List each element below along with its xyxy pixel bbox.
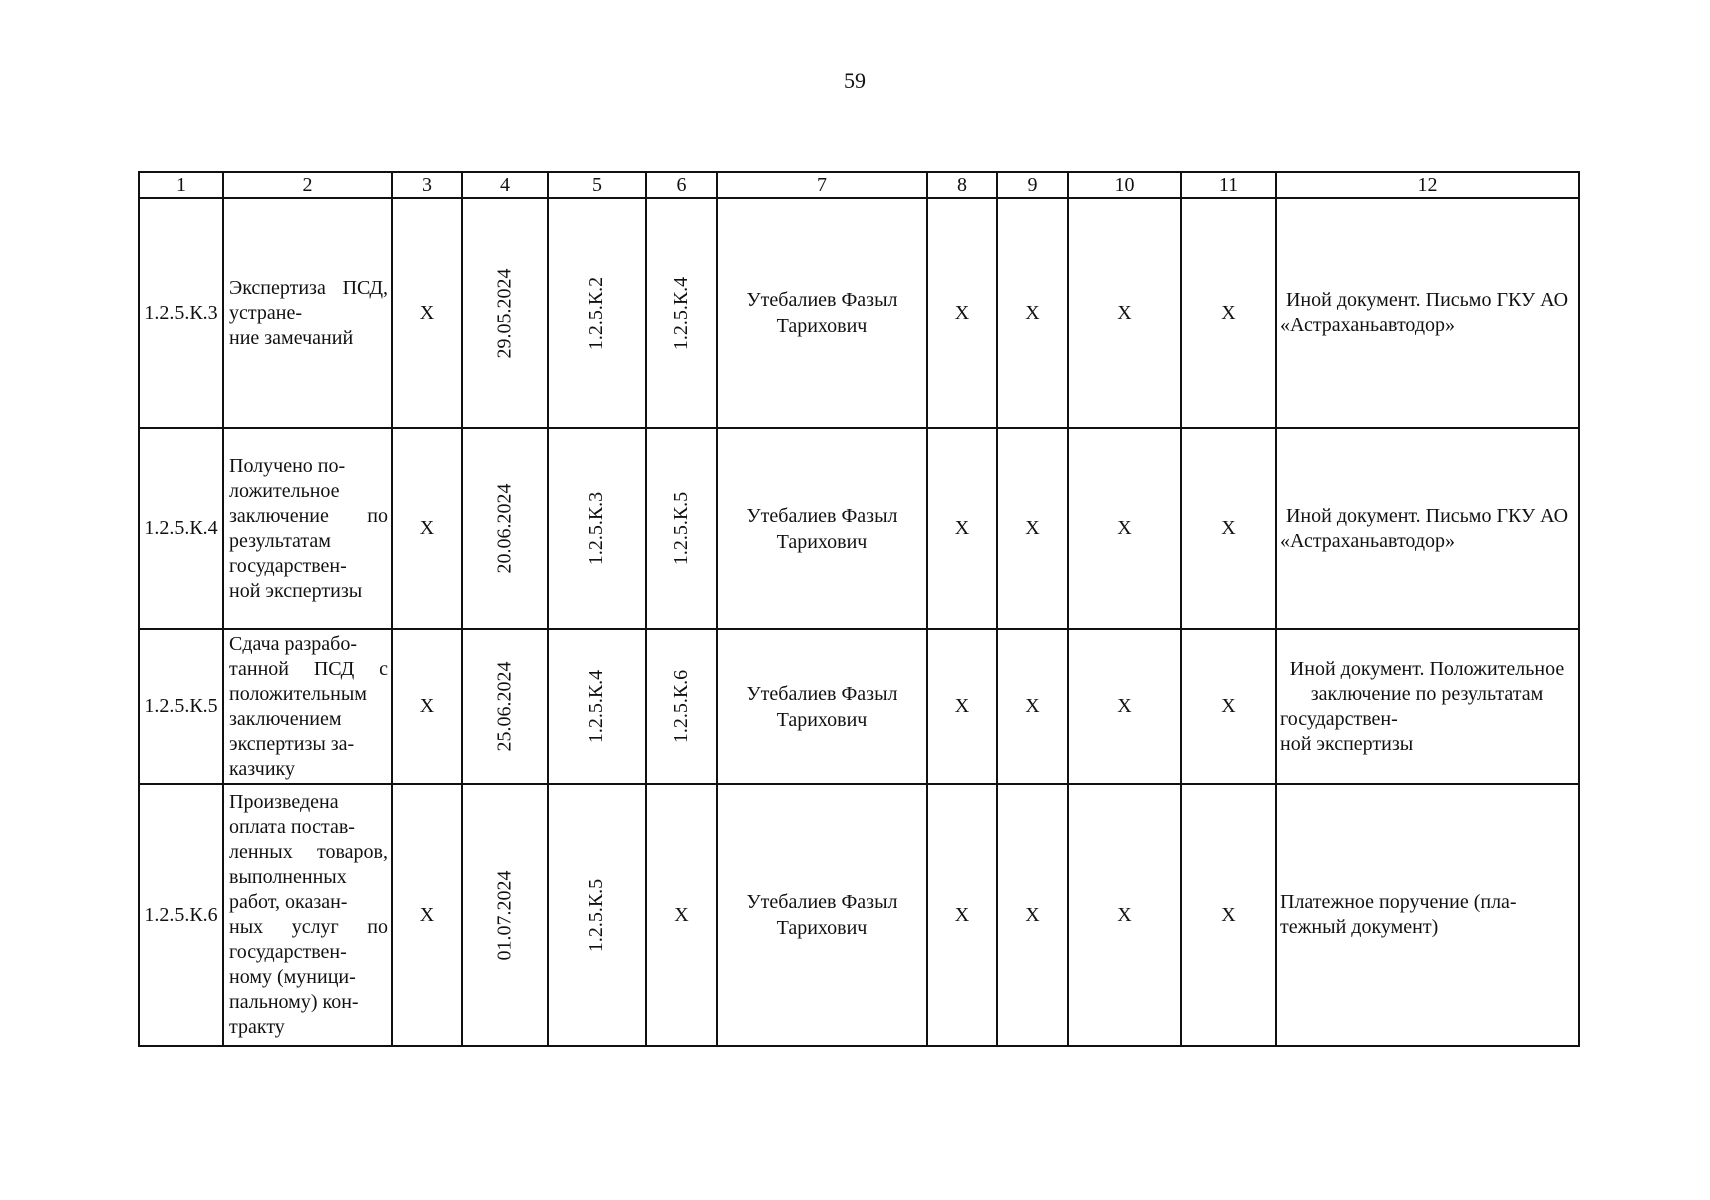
row-date: 25.06.2024 xyxy=(493,661,516,752)
row-date: 01.07.2024 xyxy=(493,870,516,960)
column-3-mark: Х xyxy=(392,198,462,428)
column-3-mark: Х xyxy=(392,428,462,629)
next-code-cell xyxy=(646,629,717,784)
previous-event-code: 1.2.5.К.2 xyxy=(585,276,608,350)
row-description: Сдача разрабо- танной ПСД с положительным заключением экспертизы за- казчику xyxy=(223,629,392,784)
column-header: 8 xyxy=(927,172,997,198)
page-number: 59 xyxy=(844,68,866,93)
responsible-person: Утебалиев Фазыл Тарихович xyxy=(717,428,927,629)
column-3-mark: Х xyxy=(392,629,462,784)
next-event-code: 1.2.5.К.4 xyxy=(670,276,692,350)
column-header: 2 xyxy=(223,172,392,198)
row-code: 1.2.5.К.6 xyxy=(139,784,223,1046)
next-event-code: 1.2.5.К.5 xyxy=(670,491,692,566)
next-code-cell: Х xyxy=(646,784,717,1046)
control-points-table xyxy=(138,171,1580,1047)
date-cell xyxy=(462,629,548,784)
column-10-mark: Х xyxy=(1068,428,1181,629)
column-header: 11 xyxy=(1181,172,1276,198)
column-header: 4 xyxy=(462,172,548,198)
prev-code-cell xyxy=(548,198,646,428)
prev-code-cell xyxy=(548,629,646,784)
confirming-document: Иной документ. Письмо ГКУ АО «Астраханьавтодор» xyxy=(1276,198,1579,428)
date-cell xyxy=(462,784,548,1046)
header-row xyxy=(139,172,1579,198)
confirming-document: Иной документ. Письмо ГКУ АО «Астраханьавтодор» xyxy=(1276,428,1579,629)
date-cell xyxy=(462,428,548,629)
column-header: 12 xyxy=(1276,172,1579,198)
column-8-mark: Х xyxy=(927,428,997,629)
column-3-mark: Х xyxy=(392,784,462,1046)
table-row xyxy=(139,198,1579,428)
previous-event-code: 1.2.5.К.4 xyxy=(585,669,608,744)
column-header: 9 xyxy=(997,172,1068,198)
column-header: 10 xyxy=(1068,172,1181,198)
column-11-mark: Х xyxy=(1181,198,1276,428)
column-8-mark: Х xyxy=(927,629,997,784)
next-code-cell xyxy=(646,428,717,629)
date-cell xyxy=(462,198,548,428)
responsible-person: Утебалиев Фазыл Тарихович xyxy=(717,784,927,1046)
column-11-mark: Х xyxy=(1181,629,1276,784)
next-code-cell xyxy=(646,198,717,428)
column-header: 3 xyxy=(392,172,462,198)
table-row xyxy=(139,629,1579,784)
column-11-mark: Х xyxy=(1181,428,1276,629)
column-9-mark: Х xyxy=(997,629,1068,784)
row-code: 1.2.5.К.3 xyxy=(139,198,223,428)
column-9-mark: Х xyxy=(997,428,1068,629)
column-8-mark: Х xyxy=(927,784,997,1046)
column-header: 5 xyxy=(548,172,646,198)
column-9-mark: Х xyxy=(997,784,1068,1046)
column-11-mark: Х xyxy=(1181,784,1276,1046)
row-code: 1.2.5.К.5 xyxy=(139,629,223,784)
previous-event-code: 1.2.5.К.5 xyxy=(585,878,608,952)
row-date: 20.06.2024 xyxy=(493,483,516,574)
column-10-mark: Х xyxy=(1068,198,1181,428)
row-description: Получено по- ложительное заключение по результатам государствен- ной экспертизы xyxy=(223,428,392,629)
column-header: 7 xyxy=(717,172,927,198)
column-header: 6 xyxy=(646,172,717,198)
row-description: Экспертиза ПСД, устране- ние замечаний xyxy=(223,198,392,428)
column-8-mark: Х xyxy=(927,198,997,428)
prev-code-cell xyxy=(548,428,646,629)
prev-code-cell xyxy=(548,784,646,1046)
next-event-code: 1.2.5.К.6 xyxy=(670,669,692,744)
table-row xyxy=(139,784,1579,1046)
confirming-document: Иной документ. Положительное заключение по результатам государствен- ной экспертизы xyxy=(1276,629,1579,784)
column-10-mark: Х xyxy=(1068,784,1181,1046)
row-code: 1.2.5.К.4 xyxy=(139,428,223,629)
row-description: Произведена оплата постав- ленных товаров, выполненных работ, оказан- ных услуг по государствен- ному (муници- пальному) кон- тракту xyxy=(223,784,392,1046)
previous-event-code: 1.2.5.К.3 xyxy=(585,491,608,566)
column-10-mark: Х xyxy=(1068,629,1181,784)
column-9-mark: Х xyxy=(997,198,1068,428)
table-row xyxy=(139,428,1579,629)
responsible-person: Утебалиев Фазыл Тарихович xyxy=(717,198,927,428)
column-header: 1 xyxy=(139,172,223,198)
responsible-person: Утебалиев Фазыл Тарихович xyxy=(717,629,927,784)
confirming-document: Платежное поручение (пла- тежный документ) xyxy=(1276,784,1579,1046)
row-date: 29.05.2024 xyxy=(493,268,516,358)
